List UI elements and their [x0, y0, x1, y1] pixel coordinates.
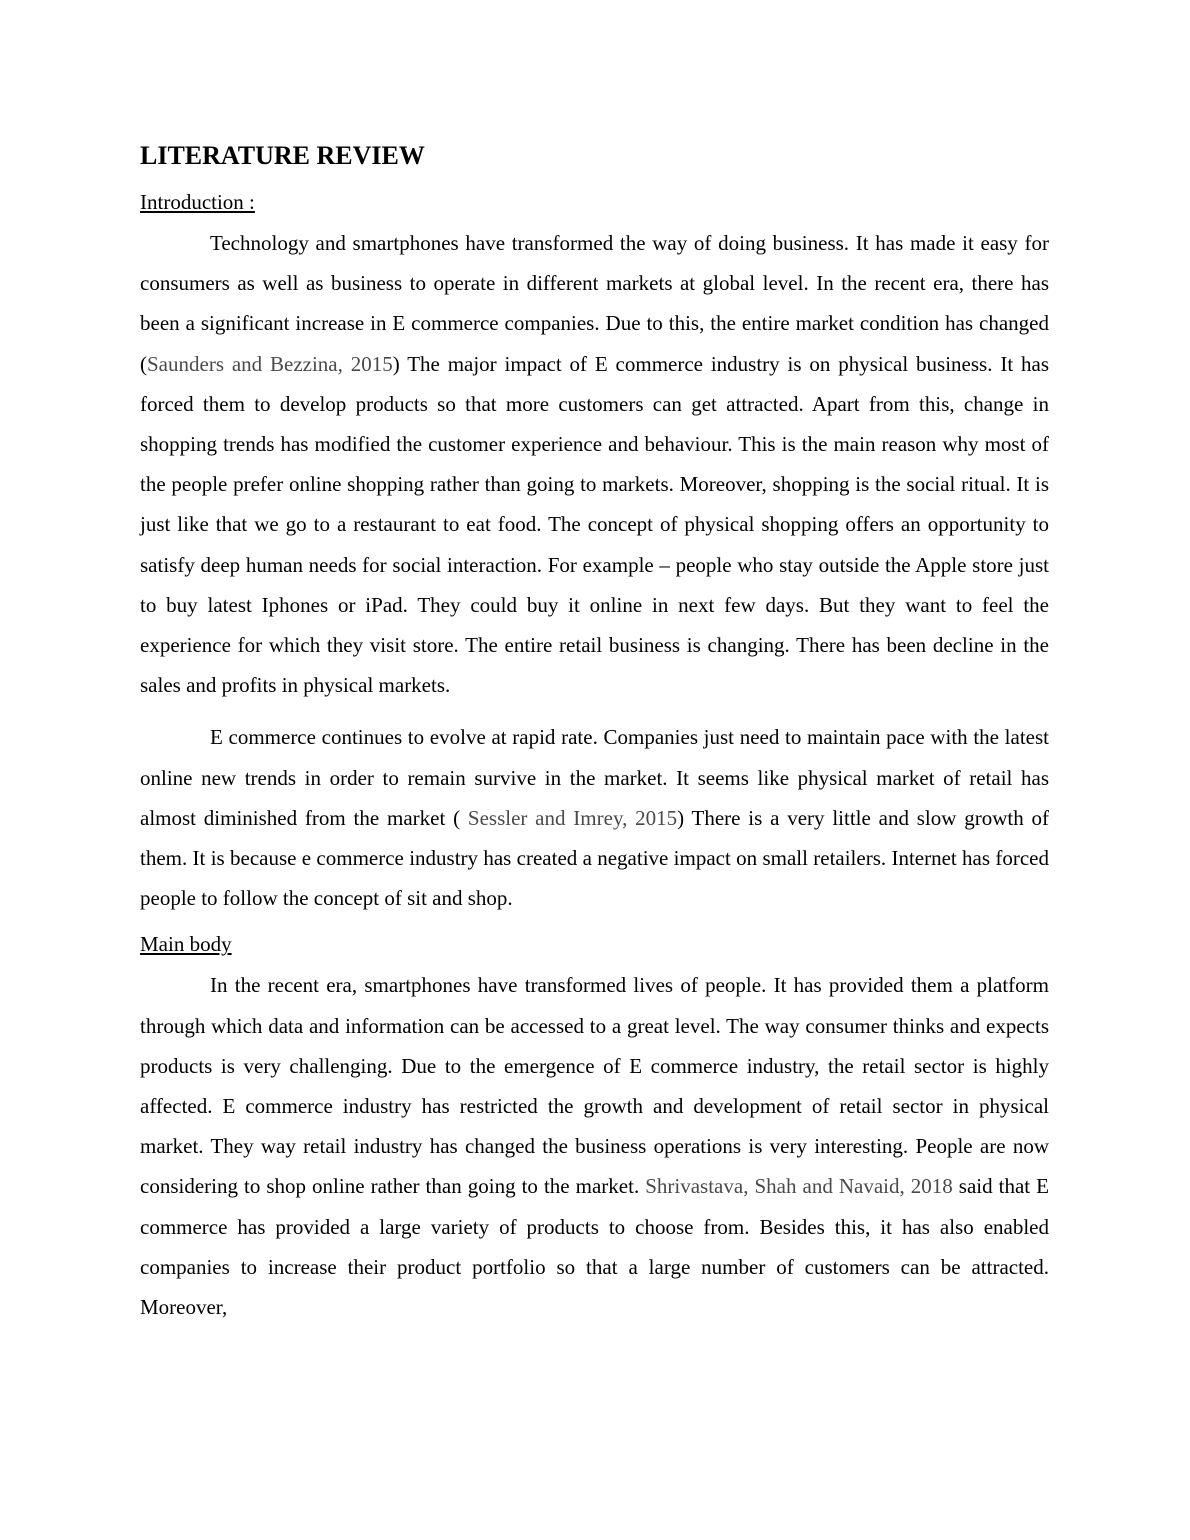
citation-shrivastava-shah-navaid: Shrivastava, Shah and Navaid, 2018 [645, 1174, 953, 1199]
citation-sessler-imrey: Sessler and Imrey, 2015 [467, 805, 678, 830]
page-title: LITERATURE REVIEW [140, 141, 425, 170]
introduction-heading: Introduction : [140, 190, 255, 214]
intro-paragraph-1-text-a: Technology and smartphones have transformed the way of doing business. It has made it easy for consumers as well as business to operate in different markets at global level. In the recent era, there has been a significant increase in E commerce companies. Due to this, the entire market condition has changed ( [140, 231, 1049, 376]
intro-paragraph-2 [140, 717, 1049, 918]
main-body-heading: Main body [140, 932, 232, 957]
main-paragraph-1 [140, 965, 1049, 1327]
main-paragraph-1-text-b: said that E commerce has provided a large variety of products to choose from. Besides this, it has also enabled companies to increase their product portfolio so that a large number of customers can be attracted. Moreover, [140, 1174, 1049, 1320]
intro-paragraph-2-text-a: E commerce continues to evolve at rapid rate. Companies just need to maintain pace with the latest online new trends in order to remain survive in the market. It seems like physical market of retail has almost diminished from the market ( [140, 725, 1049, 830]
intro-paragraph-1 [140, 223, 1049, 705]
citation-saunders-bezzina: Saunders and Bezzina, 2015 [147, 351, 393, 376]
intro-paragraph-2-text-b: ) There is a very little and slow growth of them. It is because e commerce industry has created a negative impact on small retailers. Internet has forced people to follow the concept of sit and shop. [140, 805, 1049, 911]
intro-paragraph-1-text-b: ) The major impact of E commerce industry is on physical business. It has forced them to develop products so that more customers can get attracted. Apart from this, change in shopping trends has modified the customer experience and behaviour. This is the main reason why most of the people prefer online shopping rather than going to markets. Moreover, shopping is the social ritual. It is just like that we go to a restaurant to eat food. The concept of physical shopping offers an opportunity to satisfy deep human needs for social interaction. For example – people who stay outside the Apple store just to buy latest Iphones or iPad. They could buy it online in next few days. But they want to feel the experience for which they visit store. The entire retail business is changing. There has been decline in the sales and profits in physical markets. [140, 351, 1049, 698]
document-content [140, 140, 1049, 1327]
main-paragraph-1-text-a: In the recent era, smartphones have transformed lives of people. It has provided them a platform through which data and information can be accessed to a great level. The way consumer thinks and expects products is very challenging. Due to the emergence of E commerce industry, the retail sector is highly affected. E commerce industry has restricted the growth and development of retail sector in physical market. They way retail industry has changed the business operations is very interesting. People are now considering to shop online rather than going to the market. [140, 973, 1049, 1199]
